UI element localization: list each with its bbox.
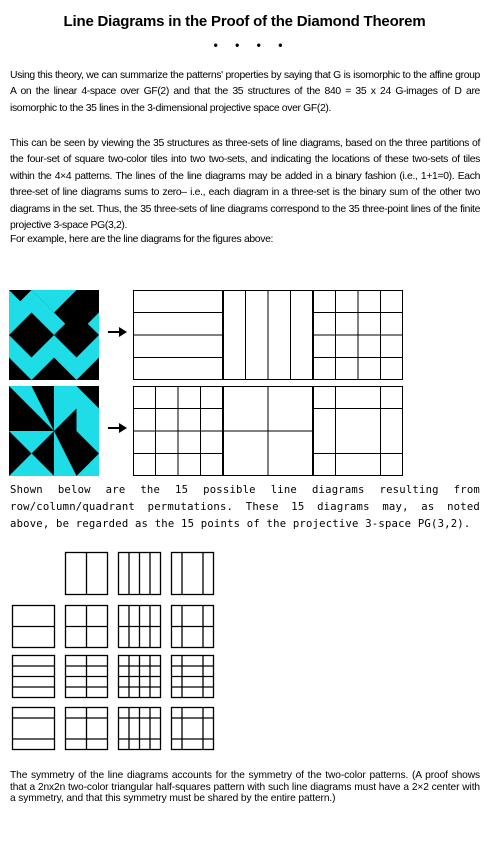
fifteen-line-diagrams [0, 550, 489, 765]
pattern-diamond [9, 290, 99, 380]
paragraph-example: For example, here are the line diagrams for the figures above: [10, 234, 274, 245]
paragraph-isomorphism: Using this theory, we can summarize the patterns' properties by saying that G is isomorphic to the affine group A on the linear 4-space over GF(2) and that the 35 structures of the 840 = 35 x 24 G-images of D are isomorphic to the 35 lines in the 3-dimensional projective space over GF(2). [10, 70, 480, 114]
arrow-right-icon [108, 324, 128, 340]
line-diagrams-row-2 [133, 386, 483, 476]
paragraph-symmetry: The symmetry of the line diagrams accounts for the symmetry of the two-color patterns. (A proof shows that a 2nx2n two-color triangular half-squares pattern with such line diagrams must have a 2×2 center with a symmetry, and that this symmetry must be shared by the entire pattern.) [10, 770, 480, 805]
pattern-triangles [9, 386, 99, 476]
page-title: Line Diagrams in the Proof of the Diamond Theorem [63, 13, 426, 30]
paragraph-line-diagrams: This can be seen by viewing the 35 structures as three-sets of line diagrams, based on the three partitions of the four-set of square two-color tiles into two two-sets, and indicating the locations of these two-sets of tiles within the 4×4 patterns. The lines of the line diagrams may be added in a binary fashion (i.e., 1+1=0). Each three-set of line diagrams sums to zero– i.e., each diagram in a three-set is the binary sum of the other two diagrams in the set. Thus, the 35 three-sets of line diagrams correspond to the 35 three-point lines of the finite projective 3-space PG(3,2). [10, 138, 480, 232]
paragraph-fifteen-diagrams: Shown below are the 15 possible line diagrams resulting from row/column/quadrant permutations. These 15 diagrams may, as noted above, be regarded as the 15 points of the projective 3-space PG(3,2). [10, 484, 480, 530]
separator-dots: • • • • [213, 38, 290, 52]
arrow-right-icon [108, 420, 128, 436]
line-diagrams-row-1 [133, 290, 483, 380]
